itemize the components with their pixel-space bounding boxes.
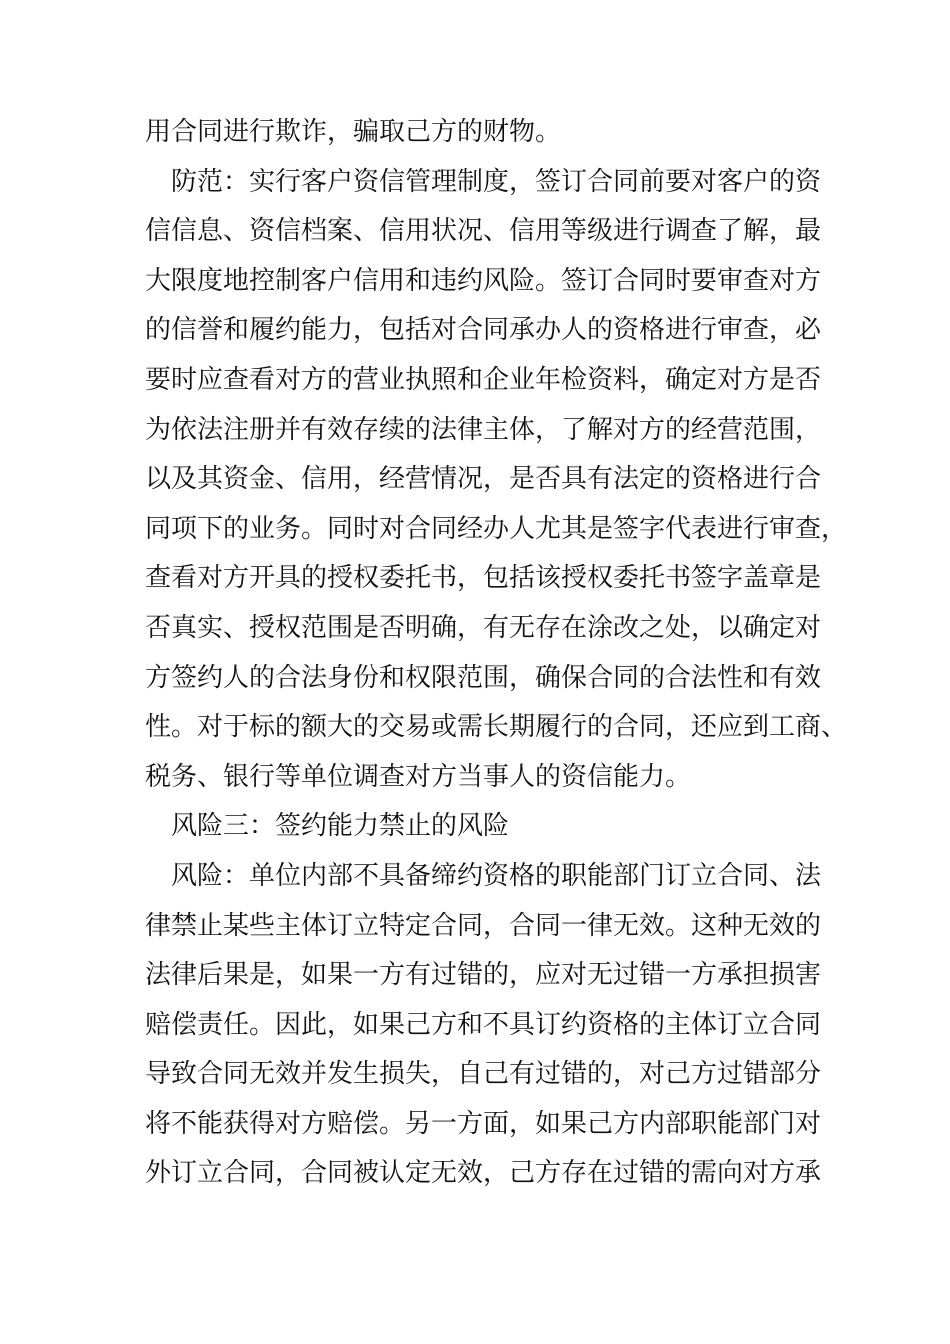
text-line: 以及其资金、信用，经营情况，是否具有法定的资格进行合	[145, 464, 822, 495]
text-line: 大限度地控制客户信用和违约风险。签订合同时要审查对方	[145, 265, 822, 296]
text-line: 外订立合同，合同被认定无效，己方存在过错的需向对方承	[145, 1158, 822, 1189]
text-line: 将不能获得对方赔偿。另一方面，如果己方内部职能部门对	[145, 1108, 822, 1139]
text-line: 查看对方开具的授权委托书，包括该授权委托书签字盖章是	[145, 563, 822, 594]
text-line: 法律后果是，如果一方有过错的，应对无过错一方承担损害	[145, 960, 822, 991]
paragraph-first-line: 防范：实行客户资信管理制度，签订合同前要对客户的资	[171, 166, 822, 197]
text-line: 要时应查看对方的营业执照和企业年检资料，确定对方是否	[145, 364, 822, 395]
text-line: 为依法注册并有效存续的法律主体，了解对方的经营范围，	[145, 414, 822, 445]
text-line: 方签约人的合法身份和权限范围，确保合同的合法性和有效	[145, 662, 822, 693]
paragraph-first-line: 风险：单位内部不具备缔约资格的职能部门订立合同、法	[171, 860, 822, 891]
text-line: 律禁止某些主体订立特定合同，合同一律无效。这种无效的	[145, 910, 822, 941]
text-line: 用合同进行欺诈，骗取己方的财物。	[145, 117, 562, 147]
text-line: 导致合同无效并发生损失，自己有过错的，对己方过错部分	[145, 1059, 822, 1090]
text-line: 赔偿责任。因此，如果己方和不具订约资格的主体订立合同	[145, 1009, 822, 1040]
text-line: 信信息、资信档案、信用状况、信用等级进行调查了解，最	[145, 216, 822, 247]
text-line: 同项下的业务。同时对合同经办人尤其是签字代表进行审查，	[145, 513, 848, 544]
section-heading: 风险三：签约能力禁止的风险	[171, 811, 510, 842]
text-line: 税务、银行等单位调查对方当事人的资信能力。	[145, 761, 692, 792]
body-text	[145, 108, 848, 1199]
text-line: 否真实、授权范围是否明确，有无存在涂改之处，以确定对	[145, 612, 822, 643]
text-line: 的信誉和履约能力，包括对合同承办人的资格进行审查，必	[145, 315, 822, 346]
text-line: 性。对于标的额大的交易或需长期履行的合同，还应到工商、	[145, 712, 848, 743]
